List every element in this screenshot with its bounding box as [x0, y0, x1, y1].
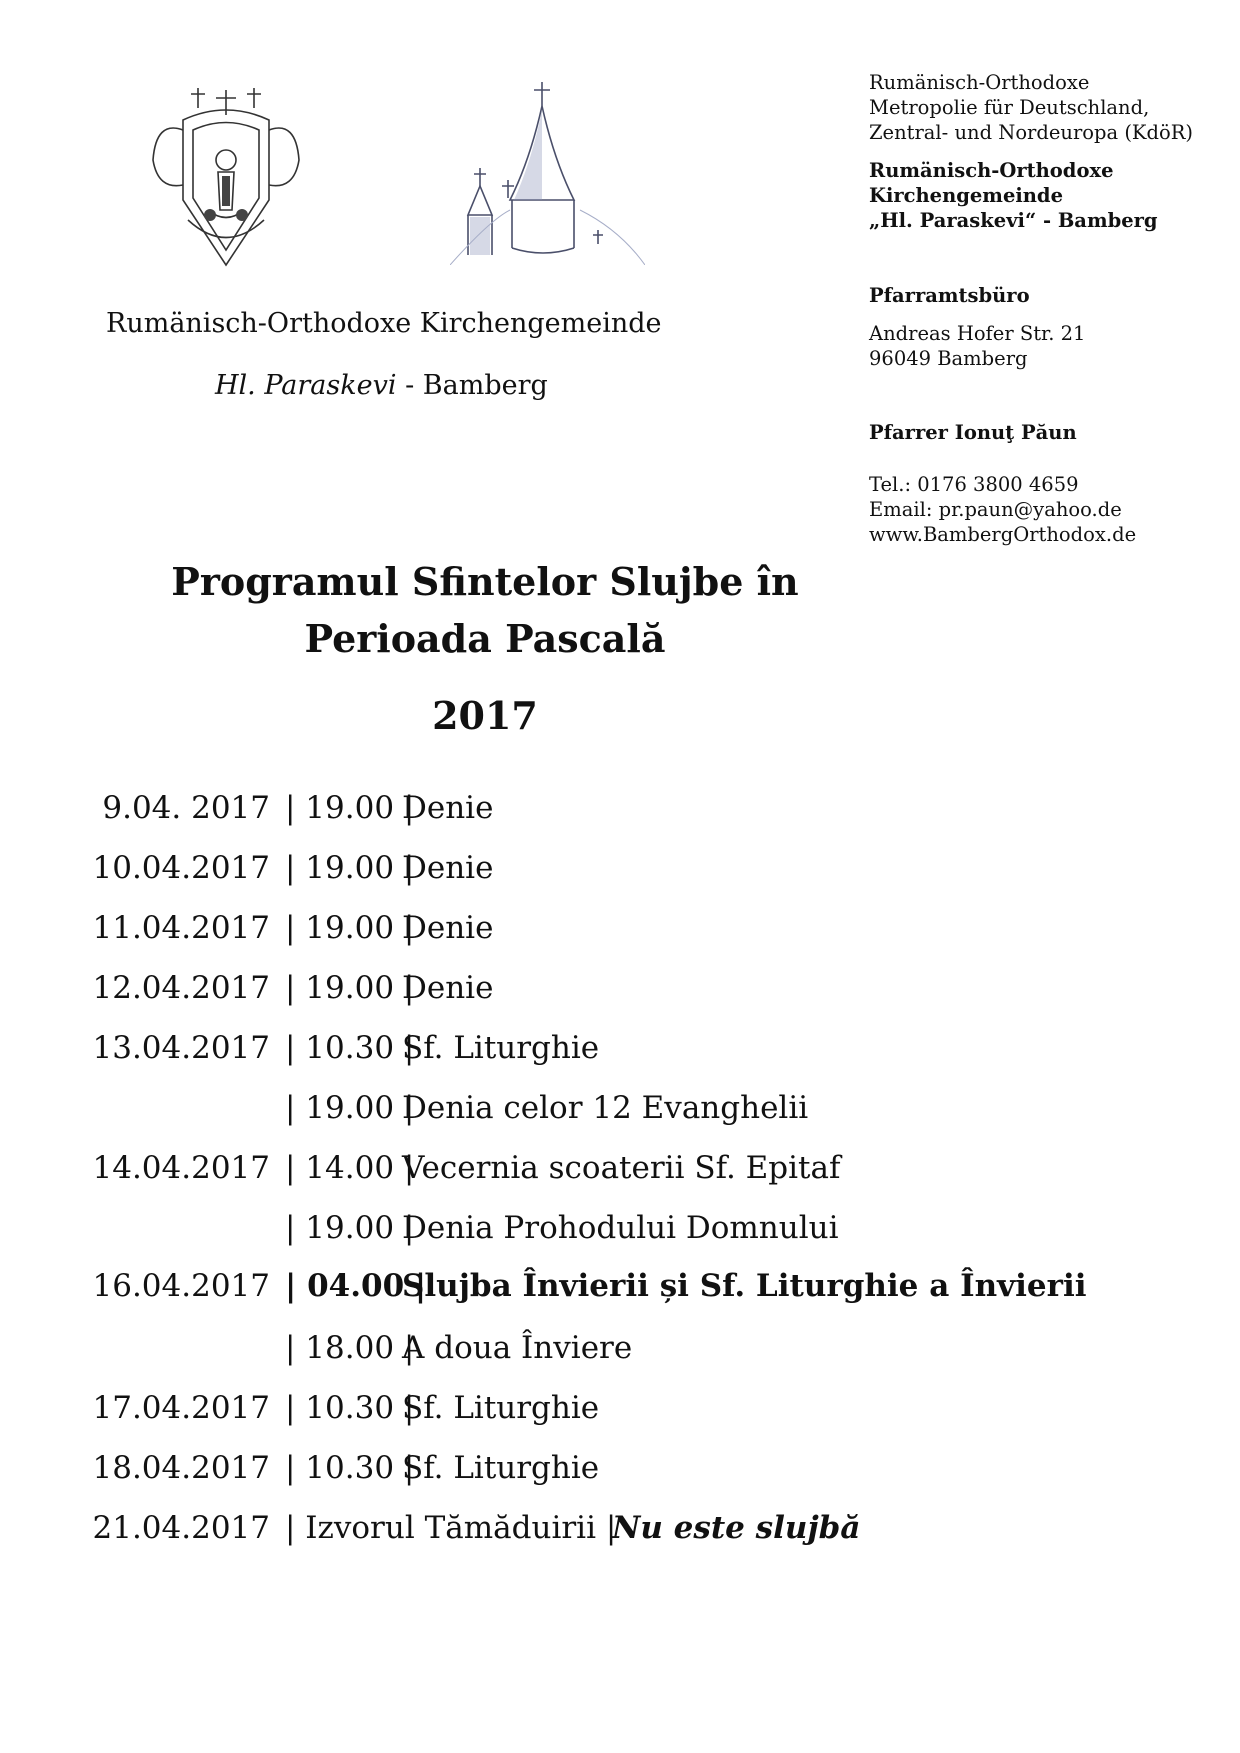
- parish-name-italic: Hl. Paraskevi: [215, 370, 397, 401]
- schedule-time: | 10.30 |: [285, 1390, 415, 1426]
- address-line: 96049 Bamberg: [869, 347, 1028, 370]
- schedule-event: Denie: [402, 790, 494, 826]
- schedule-event: Denia Prohodului Domnului: [402, 1210, 839, 1246]
- metropolis-line: Metropolie für Deutschland,: [869, 96, 1150, 119]
- title-year: 2017: [432, 693, 538, 738]
- email: Email: pr.paun@yahoo.de: [869, 498, 1122, 521]
- schedule-time: | 19.00 |: [285, 970, 415, 1006]
- schedule-date: 9.04. 2017: [102, 790, 270, 826]
- schedule-date: 12.04.2017: [92, 970, 270, 1006]
- title-line-1: Programul Sfintelor Slujbe în: [171, 559, 799, 604]
- parish-line: Rumänisch-Orthodoxe: [869, 159, 1114, 182]
- schedule-event: Denie: [402, 970, 494, 1006]
- schedule-time: | 10.30 |: [285, 1450, 415, 1486]
- schedule-event: Denie: [402, 910, 494, 946]
- priest-name: Pfarrer Ionuţ Păun: [869, 421, 1077, 444]
- schedule-event: A doua Înviere: [402, 1330, 633, 1366]
- parish-name: [215, 370, 548, 401]
- schedule-time: | 14.00 |: [285, 1150, 415, 1186]
- schedule-event: Vecernia scoaterii Sf. Epitaf: [402, 1150, 841, 1186]
- schedule-date: 17.04.2017: [92, 1390, 270, 1426]
- schedule-date: 13.04.2017: [92, 1030, 270, 1066]
- schedule-time: | Izvorul Tămăduirii |: [285, 1510, 617, 1546]
- schedule-time: | 10.30 |: [285, 1030, 415, 1066]
- church-drawing: [450, 80, 645, 265]
- title-line-2: Perioada Pascală: [304, 616, 666, 661]
- office-label: Pfarramtsbüro: [869, 284, 1030, 307]
- parish-block: [869, 158, 1158, 233]
- schedule-date: 21.04.2017: [92, 1510, 270, 1546]
- schedule-time: | 19.00 |: [285, 1090, 415, 1126]
- address-block: [869, 321, 1085, 371]
- metropolis-line: Zentral- und Nordeuropa (KdöR): [869, 121, 1194, 144]
- schedule-time: | 19.00 |: [285, 910, 415, 946]
- schedule-date: 11.04.2017: [92, 910, 270, 946]
- document-title: [0, 553, 970, 667]
- schedule-time: | 18.00 |: [285, 1330, 415, 1366]
- schedule-event: Nu este slujbă: [612, 1510, 861, 1546]
- schedule-event: Sf. Liturghie: [402, 1390, 600, 1426]
- coat-of-arms-logo: [148, 80, 304, 270]
- parish-line: Kirchengemeinde: [869, 184, 1063, 207]
- schedule-event: Denia celor 12 Evanghelii: [402, 1090, 809, 1126]
- schedule-date: 18.04.2017: [92, 1450, 270, 1486]
- website: www.BambergOrthodox.de: [869, 523, 1137, 546]
- parish-city: - Bamberg: [396, 370, 548, 401]
- schedule-event: Sf. Liturghie: [402, 1450, 600, 1486]
- metropolis-line: Rumänisch-Orthodoxe: [869, 71, 1090, 94]
- schedule-event: Slujba Învierii și Sf. Liturghie a Învierii: [402, 1268, 1087, 1304]
- schedule-time: | 04.00 |: [285, 1268, 427, 1304]
- organization-name: Rumänisch-Orthodoxe Kirchengemeinde: [106, 308, 662, 339]
- metropolis-block: [869, 70, 1193, 145]
- schedule-time: | 19.00 |: [285, 850, 415, 886]
- contact-details: [869, 472, 1136, 547]
- schedule-date: 14.04.2017: [92, 1150, 270, 1186]
- phone: Tel.: 0176 3800 4659: [869, 473, 1079, 496]
- schedule-event: Denie: [402, 850, 494, 886]
- schedule-time: | 19.00 |: [285, 790, 415, 826]
- parish-line: „Hl. Paraskevi“ - Bamberg: [869, 209, 1158, 232]
- schedule-date: 16.04.2017: [92, 1268, 270, 1304]
- address-line: Andreas Hofer Str. 21: [869, 322, 1086, 345]
- schedule-event: Sf. Liturghie: [402, 1030, 600, 1066]
- schedule-time: | 19.00 |: [285, 1210, 415, 1246]
- schedule-date: 10.04.2017: [92, 850, 270, 886]
